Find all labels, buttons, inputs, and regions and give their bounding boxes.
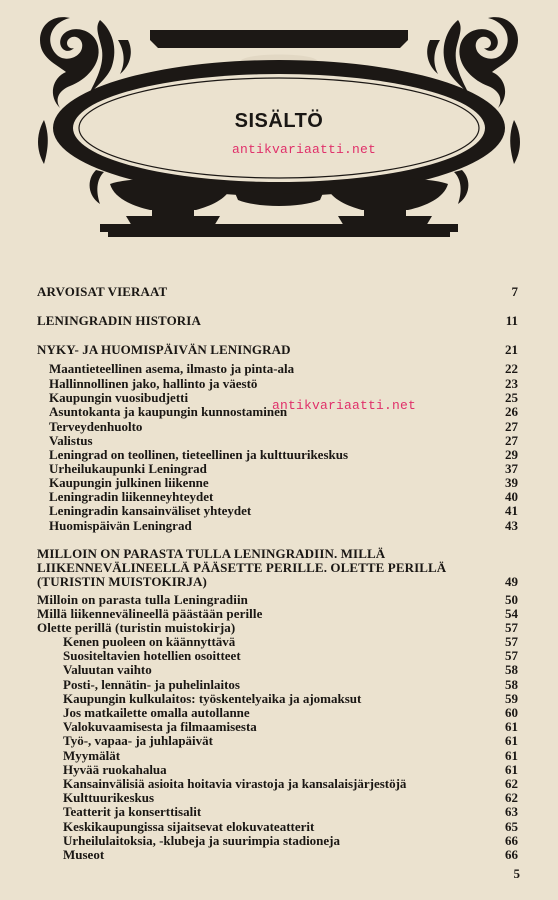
toc-entry-title: Milloin on parasta tulla Leningradiin — [37, 592, 249, 607]
toc-entry-page: 41 — [505, 503, 518, 518]
toc-entry-title: Hallinnollinen jako, hallinto ja väestö — [49, 376, 258, 391]
toc-entry-page: 66 — [505, 833, 518, 848]
toc-entry — [0, 762, 558, 777]
toc-entry-title: Leningrad on teollinen, tieteellinen ja kulttuurikeskus — [49, 447, 349, 462]
toc-entry-title: (TURISTIN MUISTOKIRJA) — [37, 574, 207, 589]
toc-entry — [0, 819, 558, 834]
toc-entry-page: 7 — [511, 284, 518, 299]
toc-entry-title: LIIKENNEVÄLINEELLÄ PÄÄSETTE PERILLE. OLETTE PERILLÄ — [37, 560, 447, 575]
toc-entry-title: NYKY- JA HUOMISPÄIVÄN LENINGRAD — [37, 342, 291, 357]
toc-entry — [0, 592, 558, 607]
toc-entry — [0, 677, 558, 692]
toc-entry-page: 50 — [505, 592, 518, 607]
toc-entry-title: Museot — [63, 847, 105, 862]
toc-entry — [0, 376, 558, 391]
toc-entry-title: Kaupungin kulkulaitos: työskentelyaika ja ajomaksut — [63, 691, 362, 706]
toc-entry — [0, 620, 558, 635]
toc-entry-page: 66 — [505, 847, 518, 862]
toc-entry — [0, 447, 558, 462]
toc-entry-title: Valuutan vaihto — [63, 662, 152, 677]
toc-entry-title: Kaupungin vuosibudjetti — [49, 390, 189, 405]
toc-entry — [0, 705, 558, 720]
toc-entry — [0, 489, 558, 504]
toc-entry — [0, 404, 558, 419]
toc-entry — [0, 475, 558, 490]
toc-entry-page: 58 — [505, 662, 518, 677]
toc-entry-page: 26 — [505, 404, 518, 419]
toc-entry-page: 59 — [505, 691, 518, 706]
toc-entry-title: Kenen puoleen on käännyttävä — [63, 634, 236, 649]
toc-entry — [0, 662, 558, 677]
toc-entry-page: 27 — [505, 419, 518, 434]
toc-entry — [0, 833, 558, 848]
toc-entry — [0, 574, 558, 589]
toc-entry-title: Asuntokanta ja kaupungin kunnostaminen — [49, 404, 288, 419]
toc-entry-page: 61 — [505, 762, 518, 777]
toc-entry-page: 61 — [505, 733, 518, 748]
toc-entry-page: 58 — [505, 677, 518, 692]
toc-entry — [0, 546, 558, 561]
toc-entry — [0, 361, 558, 376]
toc-entry-page: 27 — [505, 433, 518, 448]
toc-entry-title: Urheilukaupunki Leningrad — [49, 461, 207, 476]
toc-entry-page: 11 — [505, 313, 518, 328]
page-number: 5 — [513, 866, 520, 881]
toc-entry-page: 49 — [505, 574, 518, 589]
toc-entry — [0, 748, 558, 763]
toc-entry — [0, 518, 558, 533]
toc-entry — [0, 313, 558, 328]
toc-entry-title: Teatterit ja konserttisalit — [63, 804, 202, 819]
toc-entry — [0, 691, 558, 706]
toc-entry-title: Maantieteellinen asema, ilmasto ja pinta-ala — [49, 361, 295, 376]
toc-entry-title: MILLOIN ON PARASTA TULLA LENINGRADIIN. MILLÄ — [37, 546, 386, 561]
toc-entry-page: 65 — [505, 819, 518, 834]
toc-entry — [0, 433, 558, 448]
toc-entry — [0, 419, 558, 434]
toc-entry — [0, 461, 558, 476]
toc-entry — [0, 560, 558, 575]
toc-entry — [0, 284, 558, 299]
toc-entry — [0, 719, 558, 734]
toc-entry — [0, 342, 558, 357]
page-title: SISÄLTÖ — [234, 110, 324, 132]
toc-entry-page: 29 — [505, 447, 518, 462]
toc-entry-title: Leningradin liikenneyhteydet — [49, 489, 214, 504]
toc-entry-page: 61 — [505, 719, 518, 734]
toc-entry-title: Työ-, vapaa- ja juhlapäivät — [63, 733, 213, 748]
toc-entry-page: 22 — [505, 361, 518, 376]
toc-entry-page: 57 — [505, 620, 518, 635]
toc-entry — [0, 733, 558, 748]
toc-entry-page: 60 — [505, 705, 518, 720]
toc-entry — [0, 606, 558, 621]
toc-entry-title: LENINGRADIN HISTORIA — [37, 313, 201, 328]
toc-entry-title: Kaupungin julkinen liikenne — [49, 475, 209, 490]
toc-entry-page: 57 — [505, 648, 518, 663]
toc-entry — [0, 390, 558, 405]
watermark-text-secondary: antikvariaatti.net — [272, 398, 417, 413]
toc-entry-title: Terveydenhuolto — [49, 419, 143, 434]
toc-entry-title: Valokuvaamisesta ja filmaamisesta — [63, 719, 257, 734]
toc-entry-title: Kulttuurikeskus — [63, 790, 155, 805]
toc-entry — [0, 648, 558, 663]
toc-entry-page: 62 — [505, 776, 518, 791]
toc-entry-page: 40 — [505, 489, 518, 504]
toc-entry-title: Urheilulaitoksia, -klubeja ja suurimpia stadioneja — [63, 833, 341, 848]
toc-entry — [0, 790, 558, 805]
toc-entry-page: 63 — [505, 804, 518, 819]
toc-entry-page: 54 — [505, 606, 518, 621]
toc-entry-title: Millä liikennevälineellä päästään perille — [37, 606, 263, 621]
toc-entry-title: Kansainvälisiä asioita hoitavia virastoja ja kansalaisjärjestöjä — [63, 776, 407, 791]
toc-entry-page: 43 — [505, 518, 518, 533]
toc-entry-page: 39 — [505, 475, 518, 490]
toc-entry-title: Huomispäivän Leningrad — [49, 518, 192, 533]
toc-entry-page: 21 — [505, 342, 518, 357]
toc-entry-title: Valistus — [49, 433, 93, 448]
toc-entry-title: Posti-, lennätin- ja puhelinlaitos — [63, 677, 240, 692]
toc-entry-title: Olette perillä (turistin muistokirja) — [37, 620, 236, 635]
toc-entry-title: Myymälät — [63, 748, 121, 763]
toc-entry-title: Suositeltavien hotellien osoitteet — [63, 648, 241, 663]
toc-entry-page: 37 — [505, 461, 518, 476]
toc-entry-title: Leningradin kansainväliset yhteydet — [49, 503, 252, 518]
toc-entry-title: Jos matkailette omalla autollanne — [63, 705, 250, 720]
toc-entry-page: 25 — [505, 390, 518, 405]
toc-entry-title: ARVOISAT VIERAAT — [37, 284, 168, 299]
toc-entry — [0, 847, 558, 862]
toc-entry-page: 23 — [505, 376, 518, 391]
toc-entry-page: 57 — [505, 634, 518, 649]
toc-entry — [0, 503, 558, 518]
toc-entry-page: 61 — [505, 748, 518, 763]
toc-entry — [0, 776, 558, 791]
watermark-text: antikvariaatti.net — [232, 142, 377, 157]
toc-entry-page: 62 — [505, 790, 518, 805]
toc-entry — [0, 634, 558, 649]
toc-entry-title: Hyvää ruokahalua — [63, 762, 167, 777]
toc-entry-title: Keskikaupungissa sijaitsevat elokuvateatterit — [63, 819, 315, 834]
toc-entry — [0, 804, 558, 819]
